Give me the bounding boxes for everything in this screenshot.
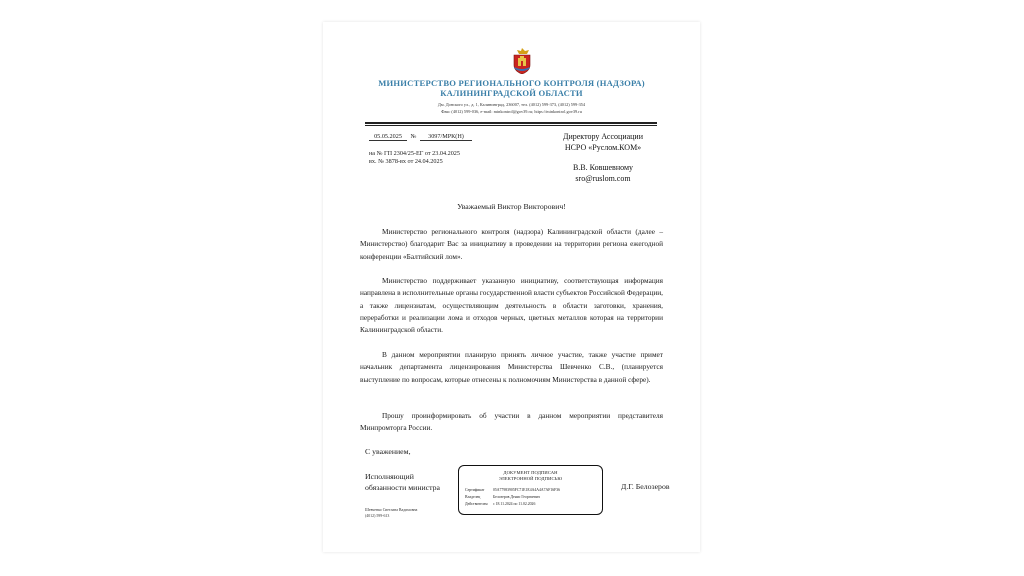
stamp-owner-row bbox=[465, 495, 540, 499]
body-paragraph-3: В данном мероприятии планирую принять личное участие, также участие примет начальник департамента лицензирования Министерства Шевченко С.В., (планируется выступление по вопросам, которые отнесены к полномочиям Министерства в данной сфере). bbox=[360, 350, 663, 384]
stamp-owner-value: Белозеров Денис Георгиевич bbox=[493, 495, 540, 499]
number-sign: № bbox=[410, 133, 417, 140]
stamp-certificate-value: 05A77983905FC71E1E4A4A4A7AF16F36 bbox=[493, 488, 561, 492]
stamp-validity-label: Действителен bbox=[465, 502, 488, 506]
outgoing-number: 3097/МРК(Н) bbox=[420, 133, 472, 141]
recipient-organization: НСРО «Руслом.КОМ» bbox=[564, 143, 642, 152]
signatory-name: Д.Г. Белозеров bbox=[621, 482, 670, 491]
recipient-position: Директору Ассоциации bbox=[563, 132, 643, 141]
recipient-email: sro@ruslom.com bbox=[575, 174, 631, 183]
ministry-contacts: Факс (4012) 599-036, e-mail: minkontrol@gov39.ru; https://minkontrol.gov39.ru bbox=[441, 109, 582, 114]
greeting: Уважаемый Виктор Викторович! bbox=[457, 202, 566, 211]
stamp-validity-value: с 18.11.2024 по 11.02.2026 bbox=[493, 502, 536, 506]
body-paragraph-2: Министерство поддерживает указанную инициативу, соответствующая информация направлена в исполнительные органы государственной власти субъектов Российской Федерации, а также лицензиатам, осуществляющим деятельность в области заготовки, хранения, переработки и реализации лома и отходов черных, цветных металлов которая на территории Калининградской области. bbox=[360, 276, 663, 335]
signatory-title-line1: Исполняющий bbox=[365, 472, 414, 481]
recipient-name: В.В. Ковшевному bbox=[572, 163, 634, 172]
coat-of-arms-icon bbox=[511, 48, 533, 74]
closing: С уважением, bbox=[365, 447, 411, 456]
stamp-header-1: ДОКУМЕНТ ПОДПИСАН bbox=[503, 470, 558, 475]
stamp-header-2: ЭЛЕКТРОННОЙ ПОДПИСЬЮ bbox=[498, 476, 563, 481]
ministry-name-line1: МИНИСТЕРСТВО РЕГИОНАЛЬНОГО КОНТРОЛЯ (НАДЗОРА) bbox=[378, 78, 645, 88]
ministry-address: Дм. Донского ул., д. 1, Калининград, 236007, тел. (4012) 599-373, (4012) 599-354 bbox=[437, 102, 586, 107]
document-page bbox=[323, 22, 700, 552]
stamp-certificate-row bbox=[465, 488, 560, 492]
executor-phone: (4012) 599-613 bbox=[365, 514, 390, 518]
electronic-signature-stamp bbox=[458, 465, 603, 515]
body-paragraph-4: Прошу проинформировать об участии в данном мероприятии представителя Минпромторга России. bbox=[360, 411, 663, 433]
reference-line-2: вх. № 3878-вх от 24.04.2025 bbox=[369, 158, 443, 165]
executor-name: Шевченко Светлана Вадимовна bbox=[365, 508, 418, 512]
header-divider-thin bbox=[365, 125, 657, 126]
stamp-validity-row bbox=[465, 502, 535, 506]
ministry-name-line2: КАЛИНИНГРАДСКОЙ ОБЛАСТИ bbox=[440, 88, 583, 98]
header-divider-thick bbox=[365, 122, 657, 124]
body-paragraph-1: Министерство регионального контроля (надзора) Калининградской области (далее – Министерство) благодарит Вас за инициативу в проведении на территории региона ежегодной конференции «Балтийский лом». bbox=[360, 227, 663, 261]
stamp-certificate-label: Сертификат bbox=[465, 488, 485, 492]
stamp-owner-label: Владелец bbox=[465, 495, 481, 499]
signatory-title-line2: обязанности министра bbox=[365, 483, 440, 492]
outgoing-registration bbox=[369, 133, 472, 141]
outgoing-date: 05.05.2025 bbox=[369, 133, 407, 141]
reference-line-1: на № ГП 2304/25-ЕГ от 23.04.2025 bbox=[369, 150, 460, 157]
